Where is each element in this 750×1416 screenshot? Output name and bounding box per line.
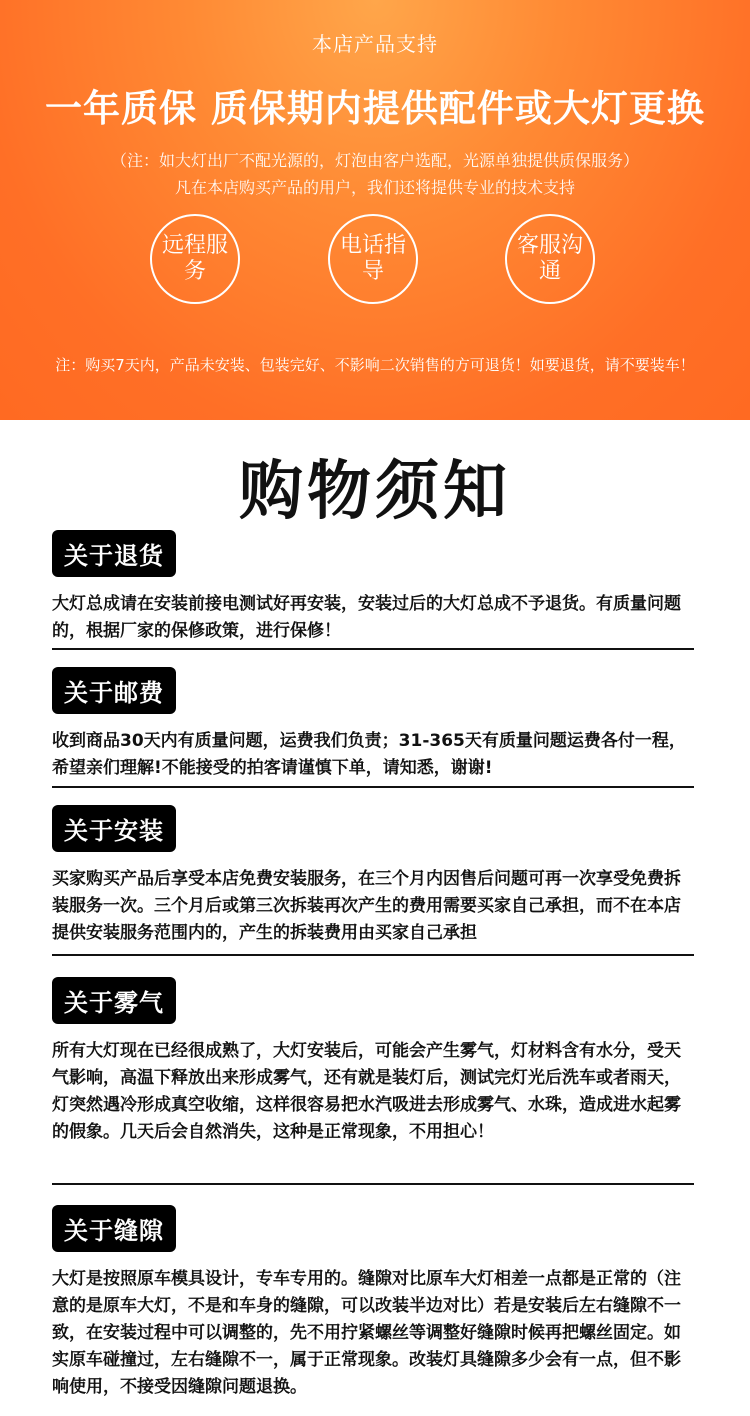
section-tag: 关于邮费 xyxy=(52,667,176,714)
bulb-note: （注：如大灯出厂不配光源的，灯泡由客户选配，光源单独提供质保服务） xyxy=(110,151,639,170)
section-text: 大灯总成请在安装前接电测试好再安装，安装过后的大灯总成不予退货。有质量问题的，根据厂家的保修政策，进行保修！ xyxy=(52,594,681,641)
section-text: 收到商品30天内有质量问题，运费我们负责；31-365天有质量问题运费各付一程，希望亲们理解!不能接受的拍客请谨慎下单，请知悉，谢谢! xyxy=(52,731,686,778)
tech-support-note: 凡在本店购买产品的用户，我们还将提供专业的技术支持 xyxy=(174,178,575,197)
section-divider xyxy=(52,648,694,650)
service-circles xyxy=(0,214,750,314)
section-text: 所有大灯现在已经很成熟了，大灯安装后，可能会产生雾气，灯材料含有水分，受天气影响，高温下释放出来形成雾气，还有就是装灯后，测试完灯光后洗车或者雨天，灯突然遇冷形成真空收缩，这样很容易把水汽吸进去形成雾气、水珠，造成进水起雾的假象。几天后会自然消失，这种是正常现象，不用担心！ xyxy=(52,1041,681,1142)
section-tag: 关于安装 xyxy=(52,805,176,852)
section-divider xyxy=(52,954,694,956)
section-text: 买家购买产品后享受本店免费安装服务，在三个月内因售后问题可再一次享受免费拆装服务一次。三个月后或第三次拆装再次产生的费用需要买家自己承担，而不在本店提供安装服务范围内的，产生的拆装费用由买家自己承担 xyxy=(52,869,681,943)
section-installation xyxy=(52,805,694,947)
support-banner xyxy=(0,0,750,420)
banner-subtitle: 本店产品支持 xyxy=(312,32,438,56)
return-policy-note: 注：购买7天内，产品未安装、包装完好、不影响二次销售的方可退货！如要退货，请不要装车！ xyxy=(55,356,695,374)
section-gaps xyxy=(52,1205,694,1401)
customer-service-badge: 客服沟通 xyxy=(505,214,595,304)
warranty-headline: 一年质保 质保期内提供配件或大灯更换 xyxy=(45,87,705,130)
section-returns xyxy=(52,530,694,645)
section-text: 大灯是按照原车模具设计，专车专用的。缝隙对比原车大灯相差一点都是正常的（注意的是原车大灯，不是和车身的缝隙，可以改装半边对比）若是安装后左右缝隙不一致，在安装过程中可以调整的，先不用拧紧螺丝等调整好缝隙时候再把螺丝固定。如实原车碰撞过，左右缝隙不一，属于正常现象。改装灯具缝隙多少会有一点，但不影响使用，不接受因缝隙问题退换。 xyxy=(52,1269,681,1397)
section-shipping xyxy=(52,667,694,782)
shopping-notice-title: 购物须知 xyxy=(239,455,511,529)
section-divider xyxy=(52,1183,694,1185)
section-tag: 关于退货 xyxy=(52,530,176,577)
section-divider xyxy=(52,786,694,788)
section-tag: 关于雾气 xyxy=(52,977,176,1024)
phone-guidance-badge: 电话指导 xyxy=(328,214,418,304)
remote-service-badge: 远程服务 xyxy=(150,214,240,304)
section-fog xyxy=(52,977,694,1146)
section-tag: 关于缝隙 xyxy=(52,1205,176,1252)
